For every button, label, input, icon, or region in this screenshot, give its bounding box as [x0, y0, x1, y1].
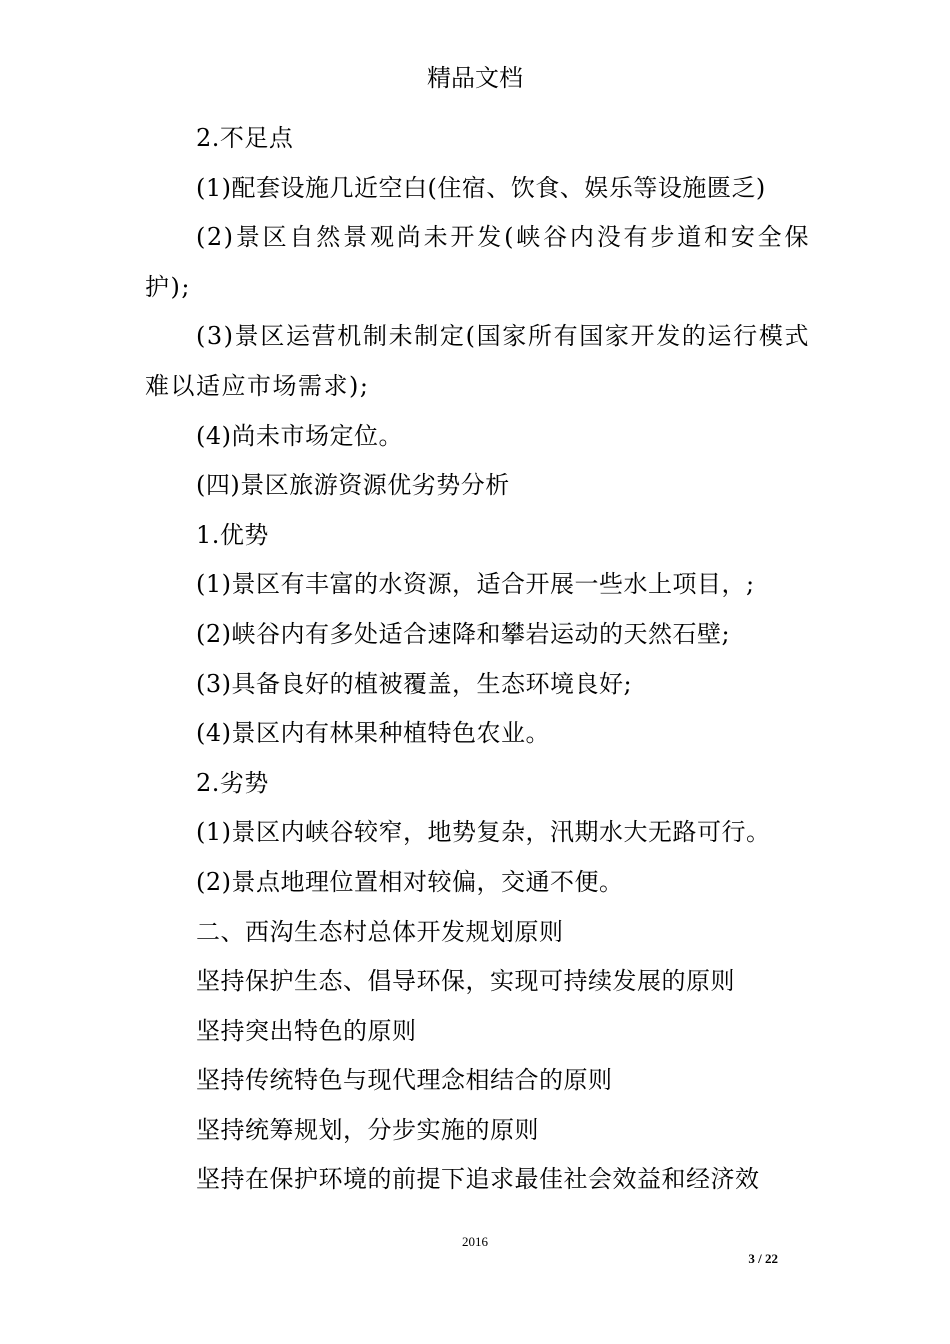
footer-year: 2016	[462, 1234, 488, 1249]
paragraph: 2.不足点	[196, 124, 294, 152]
paragraph: (2)景区自然景观尚未开发(峡谷内没有步道和安全保护);	[145, 223, 810, 301]
section-heading: 二、西沟生态村总体开发规划原则	[196, 917, 564, 946]
paragraph: (2)景点地理位置相对较偏，交通不便。	[196, 867, 624, 896]
paragraph: (4)景区内有林果种植特色农业。	[196, 719, 550, 748]
paragraph: (1)景区有丰富的水资源，适合开展一些水上项目，;	[196, 570, 755, 599]
page-number	[748, 1250, 778, 1268]
paragraph: (1)景区内峡谷较窄，地势复杂，汛期水大无路可行。	[196, 818, 771, 847]
page-header-title: 精品文档	[427, 64, 523, 92]
page-total: 22	[765, 1251, 778, 1266]
paragraph: 坚持突出特色的原则	[196, 1016, 417, 1045]
paragraph: 2.劣势	[196, 768, 269, 797]
paragraph: 坚持传统特色与现代理念相结合的原则	[196, 1066, 613, 1095]
document-body	[145, 114, 810, 1205]
section-heading: (四)景区旅游资源优劣势分析	[196, 471, 510, 500]
page-current: 3	[748, 1251, 755, 1266]
paragraph: (3)景区运营机制未制定(国家所有国家开发的运行模式难以适应市场需求);	[145, 322, 810, 400]
paragraph: 坚持保护生态、倡导环保，实现可持续发展的原则	[196, 967, 735, 996]
paragraph: (1)配套设施几近空白(住宿、饮食、娱乐等设施匮乏)	[196, 173, 766, 202]
paragraph: (4)尚未市场定位。	[196, 421, 403, 450]
paragraph: (3)具备良好的植被覆盖，生态环境良好;	[196, 669, 633, 698]
paragraph: 1.优势	[196, 520, 269, 549]
page-separator: /	[758, 1251, 762, 1266]
paragraph: 坚持统筹规划，分步实施的原则	[196, 1115, 539, 1144]
paragraph: (2)峡谷内有多处适合速降和攀岩运动的天然石壁;	[196, 619, 731, 648]
paragraph: 坚持在保护环境的前提下追求最佳社会效益和经济效	[196, 1165, 760, 1194]
